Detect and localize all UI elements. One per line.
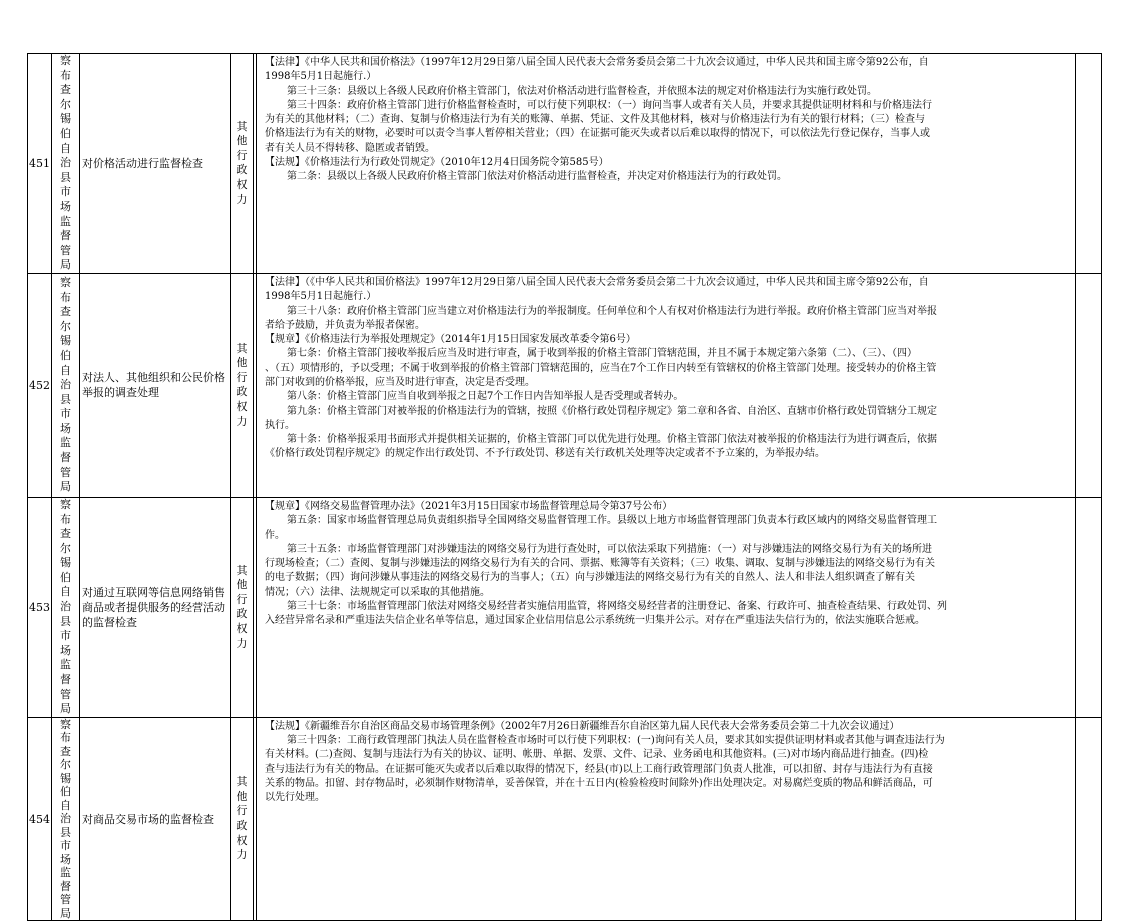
row-number: 452 (28, 273, 52, 497)
legal-basis-cell: 【法规】《新疆维吾尔自治区商品交易市场管理条例》（2002年7月26日新疆维吾尔自治区第九届人民代表大会常务委员会第二十九次会议通过） 第三十四条：工商行政管理部门执法人员在监督检查市场时可以行使下列职权：(一)询问有关人员，要求其如实提供证明材料或者其他与调查违法行为 有关材料。(二)查阅、复制与违法行为有关的协议、证明、帐册、单据、发票、文件、记录、业务函电和其他资料。(三)对市场内商品进行抽查。(四)检 查与违法行为有关的物品。在证据可能灭失或者以后难以取得的情况下，经县(市)以上工商行政管理部门负责人批准，可以扣留、封存与违法行为有直接 关系的物品。扣留、封存物品时，必须制作财物清单，妥善保管，并在十五日内(检验检疫时间除外)作出处理决定。对易腐烂变质的物品和鲜活商品，可 以先行处理。 (257, 717, 1076, 921)
legal-basis-cell: 【法律】（《中华人民共和国价格法》1997年12月29日第八届全国人民代表大会常务委员会第二十九次会议通过，中华人民共和国主席令第92公布，自 1998年5月1日起施行.） 第三十八条：政府价格主管部门应当建立对价格违法行为的举报制度。任何单位和个人有权对价格违法行为进行举报。政府价格主管部门应当对举报 者给予鼓励，并负责为举报者保密。 【规章】《价格违法行为举报处理规定》（2014年1月15日国家发展改革委令第6号） 第七条：价格主管部门接收举报后应当及时进行审查，属于收到举报的价格主管部门管辖范围，并且不属于本规定第六条第（二）、（三）、（四） 、（五）项情形的，予以受理；不属于收到举报的价格主管部门管辖范围的，应当在7个工作日内转至有管辖权的价格主管部门处理。接受转办的价格主管 部门对收到的价格举报，应当及时进行审查，决定是否受理。 第八条：价格主管部门应当自收到举报之日起7个工作日内告知举报人是否受理或者转办。 第九条：价格主管部门对被举报的价格违法行为的管辖，按照《价格行政处罚程序规定》第二章和各省、自治区、直辖市价格行政处罚管辖分工规定 执行。 第十条：价格举报采用书面形式并提供相关证据的，价格主管部门可以优先进行处理。价格主管部门依法对被举报的价格违法行为进行调查后，依据 《价格行政处罚程序规定》的规定作出行政处罚、不予行政处罚、移送有关行政机关处理等决定或者不予立案的，为举报办结。 (257, 273, 1076, 497)
legal-basis-cell: 【法律】《中华人民共和国价格法》（1997年12月29日第八届全国人民代表大会常务委员会第二十九次会议通过，中华人民共和国主席令第92公布，自 1998年5月1日起施行.） 第三十三条：县级以上各级人民政府价格主管部门，依法对价格活动进行监督检查，并依照本法的规定对价格违法行为实施行政处罚。 第三十四条：政府价格主管部门进行价格监督检查时，可以行使下列职权：（一）询问当事人或者有关人员，并要求其提供证明材料和与价格违法行 为有关的其他材料；（二）查询、复制与价格违法行为有关的账簿、单据、凭证、文件及其他材料，核对与价格违法行为有关的银行材料；（三）检查与 价格违法行为有关的财物，必要时可以责令当事人暂停相关营业；（四）在证据可能灭失或者以后难以取得的情况下，可以依法先行登记保存，当事人或 者有关人员不得转移、隐匿或者销毁。 【法规】《价格违法行为行政处罚规定》（2010年12月4日国务院令第585号） 第二条：县级以上各级人民政府价格主管部门依法对价格活动进行监督检查，并决定对价格违法行为的行政处罚。 (257, 54, 1076, 274)
table-row (28, 497, 1102, 717)
power-type-cell: 其 他 行 政 权 力 (231, 54, 254, 274)
table-row (28, 717, 1102, 921)
power-type-cell: 其 他 行 政 权 力 (231, 273, 254, 497)
remarks-cell (1076, 497, 1102, 717)
remarks-cell (1076, 273, 1102, 497)
table-row (28, 273, 1102, 497)
power-list-table (27, 53, 1102, 921)
item-name-cell: 对商品交易市场的监督检查 (80, 717, 231, 921)
department-cell: 察 布 查 尔 锡 伯 自 治 县 市 场 监 督 管 局 (52, 54, 80, 274)
item-name-cell: 对法人、其他组织和公民价格举报的调查处理 (80, 273, 231, 497)
row-number: 454 (28, 717, 52, 921)
power-type-cell: 其 他 行 政 权 力 (231, 497, 254, 717)
department-cell: 察 布 查 尔 锡 伯 自 治 县 市 场 监 督 管 局 (52, 497, 80, 717)
remarks-cell (1076, 54, 1102, 274)
row-number: 451 (28, 54, 52, 274)
remarks-cell (1076, 717, 1102, 921)
department-cell: 察 布 查 尔 锡 伯 自 治 县 市 场 监 督 管 局 (52, 717, 80, 921)
table-row (28, 54, 1102, 274)
department-cell: 察 布 查 尔 锡 伯 自 治 县 市 场 监 督 管 局 (52, 273, 80, 497)
power-type-cell: 其 他 行 政 权 力 (231, 717, 254, 921)
legal-basis-cell: 【规章】《网络交易监督管理办法》（2021年3月15日国家市场监督管理总局令第37号公布） 第五条：国家市场监督管理总局负责组织指导全国网络交易监督管理工作。县级以上地方市场监督管理部门负责本行政区域内的网络交易监督管理工 作。 第三十五条：市场监督管理部门对涉嫌违法的网络交易行为进行查处时，可以依法采取下列措施：（一）对与涉嫌违法的网络交易行为有关的场所进 行现场检查；（二）查阅、复制与涉嫌违法的网络交易行为有关的合同、票据、账簿等有关资料；（三）收集、调取、复制与涉嫌违法的网络交易行为有关 的电子数据；（四）询问涉嫌从事违法的网络交易行为的当事人；（五）向与涉嫌违法的网络交易行为有关的自然人、法人和非法人组织调查了解有关 情况；（六）法律、法规规定可以采取的其他措施。 第三十七条：市场监督管理部门依法对网络交易经营者实施信用监管，将网络交易经营者的注册登记、备案、行政许可、抽查检查结果、行政处罚、列 入经营异常名录和严重违法失信企业名单等信息，通过国家企业信用信息公示系统统一归集并公示。对存在严重违法失信行为的，依法实施联合惩戒。 (257, 497, 1076, 717)
row-number: 453 (28, 497, 52, 717)
item-name-cell: 对通过互联网等信息网络销售商品或者提供服务的经营活动的监督检查 (80, 497, 231, 717)
item-name-cell: 对价格活动进行监督检查 (80, 54, 231, 274)
